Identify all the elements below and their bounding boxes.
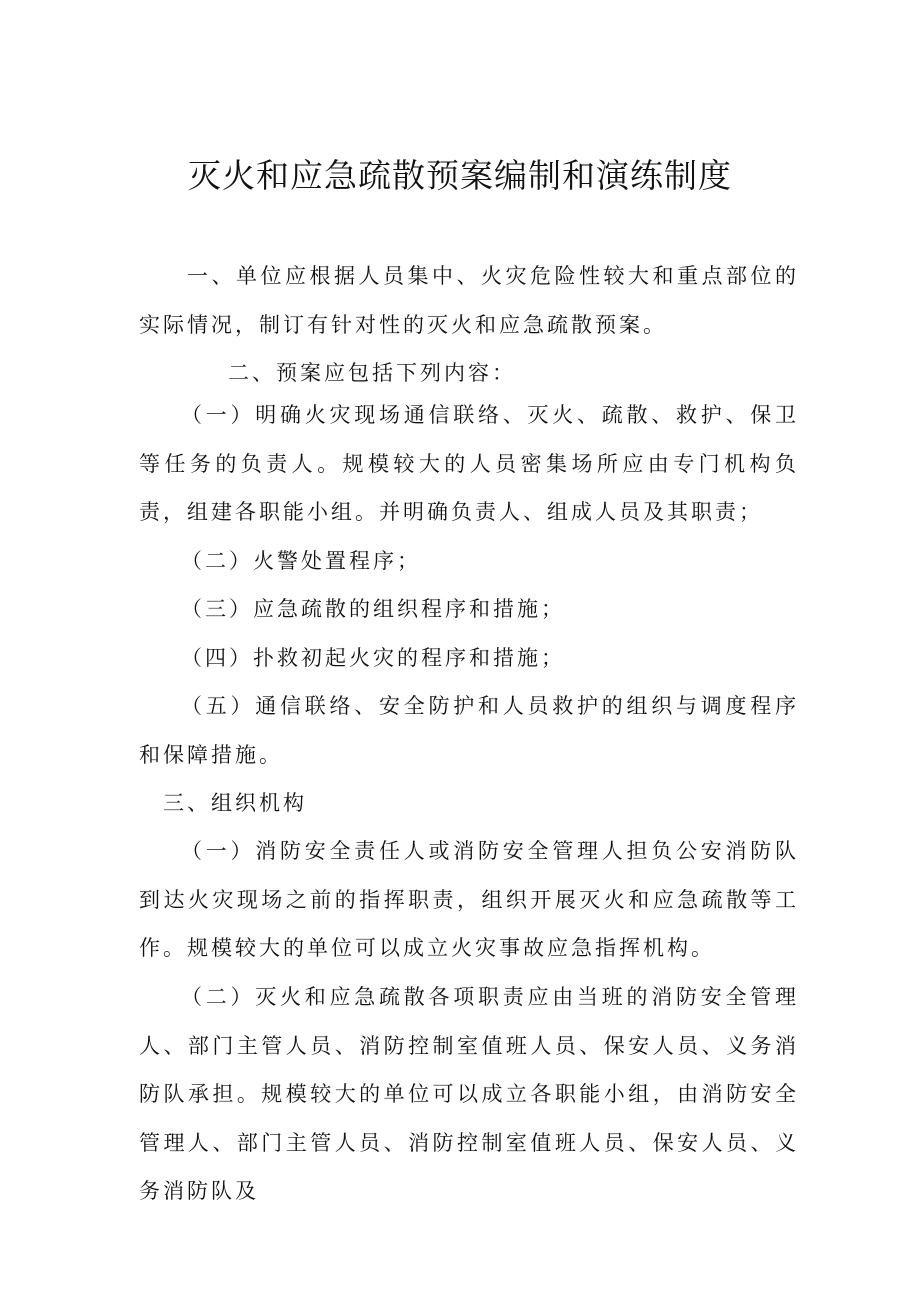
paragraph-10-org-2: （二）灭火和应急疏散各项职责应由当班的消防安全管理人、部门主管人员、消防控制室值班人员、保安人员、义务消防队承担。规模较大的单位可以成立各职能小组，由消防安全管理人、部门主管人员、消防控制室值班人员、保安人员、义务消防队及 [139, 985, 799, 1204]
paragraph-5-item-3: （三）应急疏散的组织程序和措施； [181, 597, 565, 621]
paragraph-1: 一、单位应根据人员集中、火灾危险性较大和重点部位的实际情况，制订有针对性的灭火和应急疏散预案。 [139, 264, 799, 337]
paragraph-9-org-1: （一）消防安全责任人或消防安全管理人担负公安消防队到达火灾现场之前的指挥职责，组织开展灭火和应急疏散等工作。规模较大的单位可以成立火灾事故应急指挥机构。 [139, 839, 799, 961]
paragraph-3-item-1: （一）明确火灾现场通信联络、灭火、疏散、救护、保卫等任务的负责人。规模较大的人员密集场所应由专门机构负责，组建各职能小组。并明确负责人、组成人员及其职责； [139, 403, 799, 525]
paragraph-4-item-2: （二）火警处置程序； [181, 549, 421, 573]
paragraph-8-heading: 三、组织机构 [163, 791, 307, 815]
paragraph-2-heading: 二、预案应包括下列内容： [228, 361, 516, 385]
paragraph-6-item-4: （四）扑救初起火灾的程序和措施； [181, 646, 565, 670]
document-title: 灭火和应急疏散预案编制和演练制度 [188, 156, 732, 195]
paragraph-7-item-5: （五）通信联络、安全防护和人员救护的组织与调度程序和保障措施。 [139, 694, 799, 767]
